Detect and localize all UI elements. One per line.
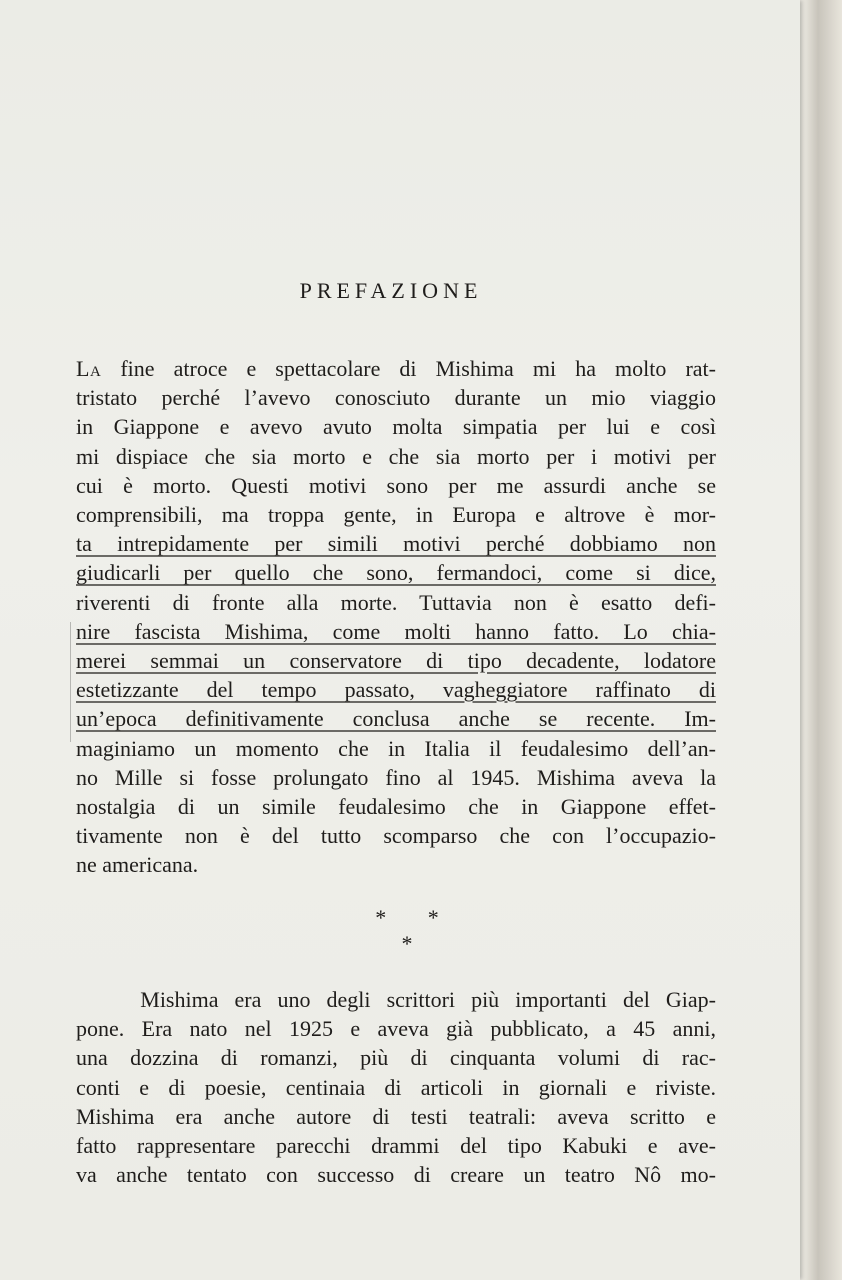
text-line: conti e di poesie, centinaia di articoli in giornali e riviste. [76,1074,716,1100]
text-line-underlined: giudicarli per quello che sono, fermandoci, come si dice, [76,560,716,586]
text-line: ne americana. [76,852,199,878]
text-line: tivamente non è del tutto scomparso che con l’occupazio- [76,823,716,849]
text-line-underlined: un’epoca definitivamente conclusa anche se recente. Im- [76,706,716,732]
text-line: mi dispiace che sia morto e che sia morto per i motivi per [76,443,716,469]
text-line: no Mille si fosse prolungato fino al 1945. Mishima aveva la [76,764,716,790]
text-line: tristato perché l’avevo conosciuto durante un mio viaggio [76,385,716,411]
text-line: Mishima era anche autore di testi teatrali: aveva scritto e [76,1103,716,1129]
text-line: maginiamo un momento che in Italia il feudalesimo dell’an- [76,735,716,761]
paragraph-2 [76,985,716,1189]
text-line: Mishima era uno degli scrittori più importanti del Giap- [76,987,716,1012]
text-line: fatto rappresentare parecchi drammi del tipo Kabuki e ave- [76,1133,716,1159]
text-line-underlined: nire fascista Mishima, come molti hanno fatto. Lo chia- [76,618,716,644]
text-line-underlined: merei semmai un conservatore di tipo decadente, lodatore [76,648,716,674]
dropcap: La [76,356,102,381]
pencil-margin-mark [70,622,71,742]
text-line: va anche tentato con successo di creare un teatro Nô mo- [76,1162,716,1188]
chapter-title: PREFAZIONE [299,278,483,303]
section-separator: * * * [375,905,457,956]
text-line: cui è morto. Questi motivi sono per me assurdi anche se [76,472,716,498]
paragraph-1 [76,354,716,880]
text-line-underlined: ta intrepidamente per simili motivi perché dobbiamo non [76,531,716,557]
text-line-underlined: estetizzante del tempo passato, vagheggiatore raffinato di [76,677,716,703]
line-text: fine atroce e spettacolare di Mishima mi ha molto rat- [101,356,716,381]
text-line: riverenti di fronte alla morte. Tuttavia non è esatto defi- [76,589,716,615]
text-line: una dozzina di romanzi, più di cinquanta volumi di rac- [76,1045,716,1071]
text-line: in Giappone e avevo avuto molta simpatia per lui e così [76,414,716,440]
text-line: comprensibili, ma troppa gente, in Europa e altrove è mor- [76,502,716,528]
text-line [76,354,716,383]
text-line: nostalgia di un simile feudalesimo che in Giappone effet- [76,794,716,820]
text-line: pone. Era nato nel 1925 e aveva già pubblicato, a 45 anni, [76,1016,716,1042]
